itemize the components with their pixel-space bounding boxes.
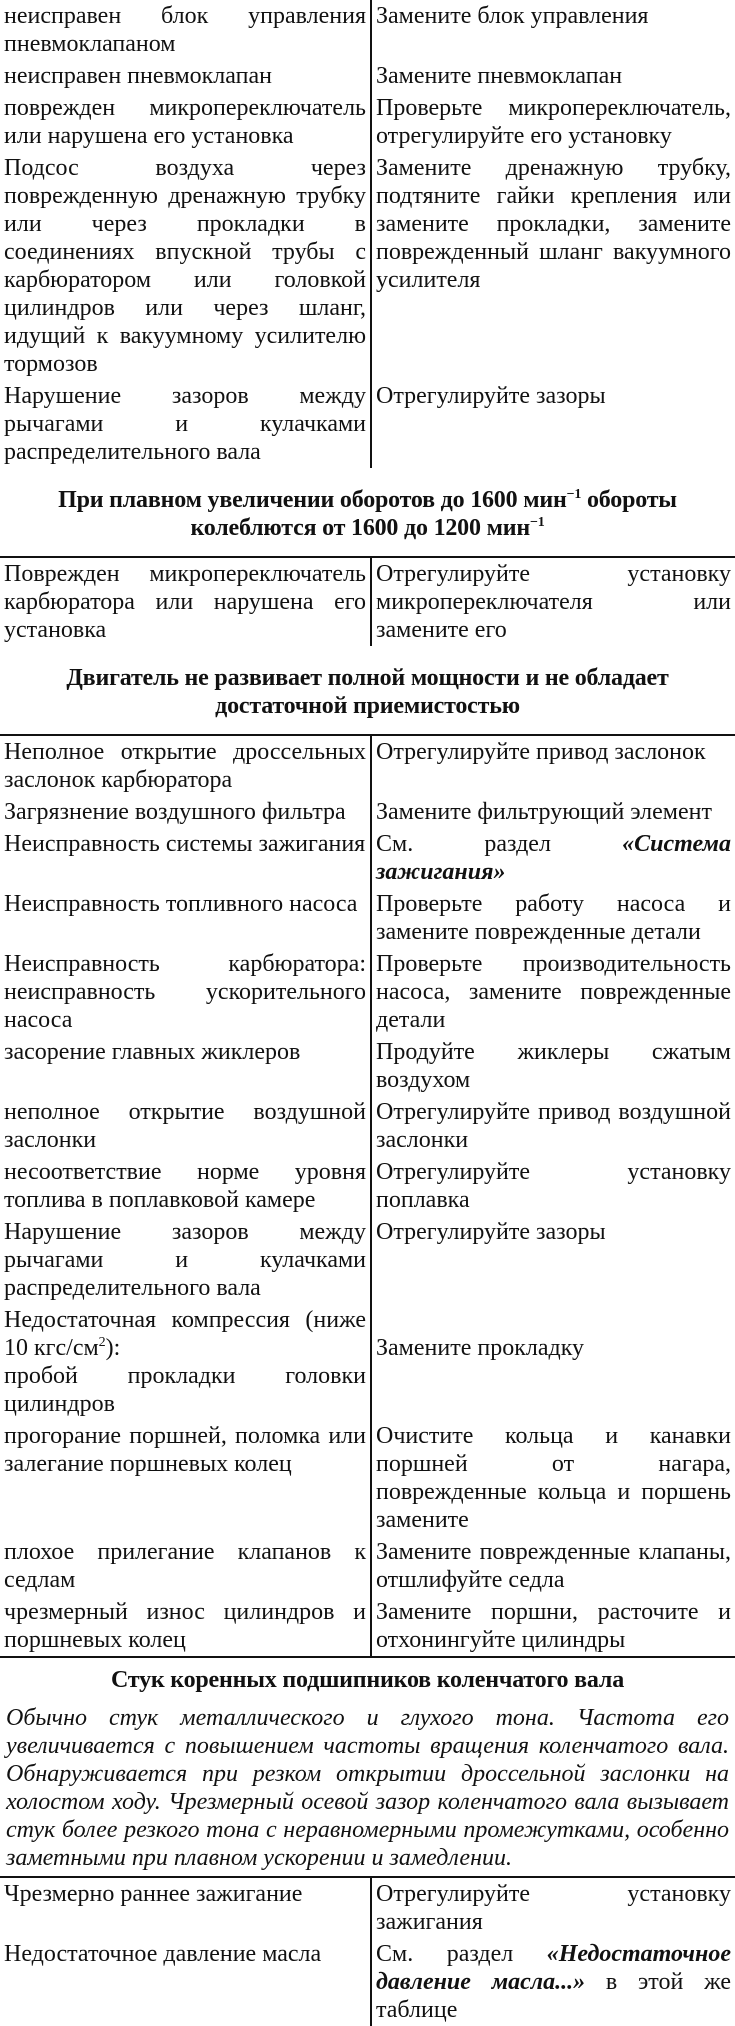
cause-cell: Нарушение зазоров между рычагами и кулачками распределительного вала (4, 383, 366, 465)
heading-text: При плавном увеличении оборотов до 1600 мин (58, 487, 567, 513)
cause-text: ): (105, 1335, 121, 1361)
table-row (0, 60, 735, 92)
section-heading (0, 468, 735, 557)
table-row (0, 948, 735, 1036)
table-row (0, 152, 735, 380)
remedy-cell: Замените фильтрующий элемент (371, 796, 735, 828)
cause-cell: Загрязнение воздушного фильтра (4, 799, 346, 825)
remedy-cell: Замените пневмоклапан (371, 60, 735, 92)
heading-superscript: −1 (529, 515, 545, 530)
cause-cell: поврежден микропереключатель или нарушена его установка (4, 95, 366, 149)
remedy-cell: Замените поврежденные клапаны, отшлифуйте седла (371, 1536, 735, 1596)
section-heading-row (0, 1657, 735, 1702)
cause-cell: прогорание поршней, поломка или залегание поршневых колец (4, 1423, 366, 1477)
remedy-cell (371, 1304, 735, 1420)
section-reference: «Недостаточное давление масла...» (376, 1941, 731, 1995)
cause-text: Недостаточная компрессия (ниже 10 кгс/см (4, 1307, 366, 1361)
table-row (0, 1036, 735, 1096)
cause-cell: несоответствие норме уровня топлива в поплавковой камере (4, 1159, 366, 1213)
unit-superscript: 2 (98, 1335, 106, 1350)
remedy-cell: Отрегулируйте зазоры (371, 1216, 735, 1304)
remedy-cell: Продуйте жиклеры сжатым воздухом (371, 1036, 735, 1096)
table-row (0, 1096, 735, 1156)
cause-text: пробой прокладки головки цилиндров (4, 1363, 366, 1417)
cause-cell: Неполное открытие дроссельных заслонок карбюратора (0, 735, 371, 796)
table-row (0, 380, 735, 468)
cause-cell: неполное открытие воздушной заслонки (4, 1099, 366, 1153)
cause-cell: неисправен пневмоклапан (4, 63, 272, 89)
cause-cell: Неисправность карбюратора: неисправность ускорительного насоса (4, 951, 366, 1033)
table-row (0, 735, 735, 796)
section-heading-row (0, 646, 735, 735)
remedy-cell: Очистите кольца и канавки поршней от нагара, поврежденные кольца и поршень замените (371, 1420, 735, 1536)
remedy-cell: Отрегулируйте зазоры (371, 380, 735, 468)
section-heading: Двигатель не развивает полной мощности и не обладает достаточной приемистостью (66, 665, 669, 719)
cause-cell: плохое прилегание клапанов к седлам (4, 1539, 366, 1593)
table-row (0, 1938, 735, 2026)
remedy-cell: Проверьте производительность насоса, замените поврежденные детали (371, 948, 735, 1036)
cause-cell: Поврежден микропереключатель карбюратора или нарушена его установка (0, 557, 371, 646)
remedy-text: См. раздел (376, 1941, 547, 1967)
section-heading-row (0, 468, 735, 557)
remedy-cell: Отрегулируйте привод воздушной заслонки (371, 1096, 735, 1156)
cause-cell: чрезмерный износ цилиндров и поршневых колец (4, 1599, 366, 1653)
table-row (0, 888, 735, 948)
remedy-cell: Замените поршни, расточите и отхонингуйте цилиндры (371, 1596, 735, 1657)
remedy-text: в этой же таблице (376, 1969, 731, 2023)
remedy-text: Замените прокладку (376, 1335, 585, 1361)
cause-cell: Нарушение зазоров между рычагами и кулачками распределительного вала (4, 1219, 366, 1301)
heading-superscript: −1 (566, 487, 582, 502)
cause-cell: засорение главных жиклеров (4, 1039, 301, 1065)
remedy-cell (371, 828, 735, 888)
table-row (0, 1596, 735, 1657)
cause-cell: Подсос воздуха через поврежденную дренажную трубку или через прокладки в соединениях впускной трубы с карбюратором или головкой цилиндров или через шланг, идущий к вакуумному усилителю тормозов (4, 155, 366, 377)
table-row (0, 1304, 735, 1420)
cause-cell: неисправен блок управления пневмоклапаном (4, 3, 366, 57)
table-row (0, 92, 735, 152)
table-row (0, 1216, 735, 1304)
cause-cell: Чрезмерно раннее зажигание (4, 1881, 303, 1907)
table-row (0, 1420, 735, 1536)
table-row (0, 1877, 735, 1938)
remedy-cell: Отрегулируйте привод заслонок (371, 735, 735, 796)
table-row (0, 828, 735, 888)
cause-cell (0, 1304, 371, 1420)
table-row (0, 557, 735, 646)
remedy-cell: Замените дренажную трубку, подтяните гайки крепления или замените прокладки, замените поврежденный шланг вакуумного усилителя (371, 152, 735, 380)
section-heading: Стук коренных подшипников коленчатого вала (0, 1657, 735, 1702)
table-row (0, 0, 735, 60)
remedy-cell: Отрегулируйте установку поплавка (371, 1156, 735, 1216)
section-note-row (0, 1702, 735, 1877)
remedy-text: См. раздел (376, 831, 623, 857)
section-reference: «Система зажигания» (376, 831, 731, 885)
cause-cell: Недостаточное давление масла (4, 1941, 322, 1967)
remedy-cell: Проверьте работу насоса и замените поврежденные детали (371, 888, 735, 948)
heading-text: обороты колеблются от 1600 до 1200 мин (190, 487, 677, 541)
remedy-cell: Отрегулируйте установку микропереключателя или замените его (371, 557, 735, 646)
remedy-cell: Отрегулируйте установку зажигания (371, 1877, 735, 1938)
table-row (0, 1156, 735, 1216)
cause-cell: Неисправность системы зажигания (4, 831, 366, 857)
table-row (0, 796, 735, 828)
remedy-cell (371, 1938, 735, 2026)
remedy-cell: Проверьте микропереключатель, отрегулируйте его установку (371, 92, 735, 152)
cause-cell: Неисправность топливного насоса (4, 891, 358, 917)
section-note: Обычно стук металлического и глухого тона. Частота его увеличивается с повышением частоты вращения коленчатого вала. Обнаруживается при резком открытии дроссельной заслонки на холостом ходу. Чрезмерный осевой зазор коленчатого вала вызывает стук более резкого тона с неравномерными промежутками, особенно заметными при плавном ускорении и замедлении. (0, 1702, 735, 1877)
remedy-cell: Замените блок управления (371, 0, 735, 60)
table-row (0, 1536, 735, 1596)
